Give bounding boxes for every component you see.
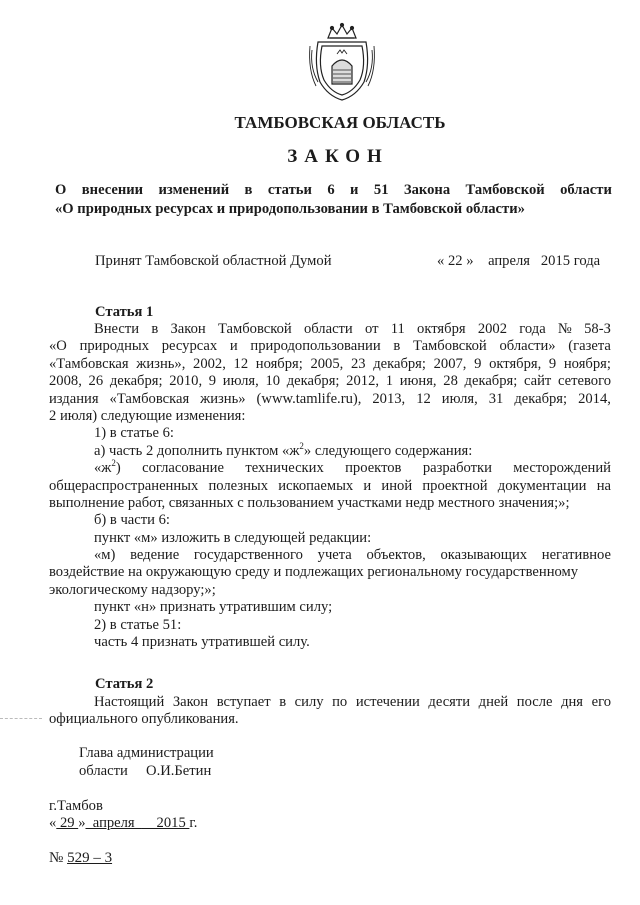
word: О (55, 182, 67, 198)
word: июня, (399, 373, 437, 390)
item-2-text: часть 4 признать утратившей силу. (94, 634, 310, 651)
adoption-statement: Принят Тамбовской областной Думой (95, 253, 332, 269)
word: 58-З (584, 321, 611, 337)
quote-open: « (49, 815, 57, 831)
article-1-intro-end: 2 июля) следующие изменения: (49, 407, 246, 424)
word: оказывающих (440, 547, 528, 564)
word: истечении (355, 694, 420, 710)
word: разработки (422, 460, 492, 477)
word: ноября; (255, 355, 303, 372)
word: октября, (489, 355, 542, 372)
word: документации (497, 477, 587, 494)
law-subject-line-2: «О природных ресурсах и природопользовании в Тамбовской области» (55, 201, 525, 217)
word: года (519, 321, 546, 337)
article-1-intro-line (49, 356, 611, 373)
word: 11 (390, 321, 405, 337)
word: от (365, 321, 379, 337)
word: (www.tamlife.ru), (256, 390, 362, 407)
word: учета (317, 547, 352, 564)
article-1-title: Статья 1 (95, 304, 154, 320)
word: в (244, 182, 253, 198)
word: технических (245, 460, 324, 477)
article-2-title: Статья 2 (95, 676, 154, 692)
word: по (332, 694, 348, 710)
article-2-line-1 (49, 693, 611, 710)
word: 9 (474, 355, 482, 372)
article-1-intro-line (49, 391, 611, 408)
word: 28 (443, 373, 458, 390)
word: 26 (88, 373, 104, 390)
article-2-line-2: официального опубликования. (49, 711, 239, 728)
word: жизнь» (200, 390, 246, 407)
word: согласование (142, 460, 224, 477)
word: октября (417, 321, 466, 337)
item-1a-text-end: » следующего содержания: (303, 442, 473, 459)
word: сетевого (558, 373, 611, 390)
word: ноября; (563, 355, 611, 372)
word: «Тамбовская (49, 355, 129, 372)
registration-number-value: 529 – 3 (67, 850, 113, 866)
article-1-intro-line (49, 321, 611, 338)
signing-date (49, 815, 197, 832)
word: на (596, 477, 611, 494)
word: его (591, 694, 611, 710)
word: 6 (327, 182, 335, 198)
m-line-3: экологическому надзору;»; (49, 581, 216, 598)
m-line-1 (49, 547, 611, 564)
word: внесении (81, 182, 144, 198)
item-1b-n: пункт «н» признать утратившим силу; (94, 599, 333, 616)
word: негативное (541, 547, 611, 564)
zh2-label-a: «ж (94, 460, 112, 477)
signing-city: г.Тамбов (49, 798, 103, 814)
word: декабря; (109, 373, 163, 390)
word: 9 (548, 355, 557, 372)
quote-close: » (78, 815, 86, 831)
word: и (350, 182, 359, 198)
word: Закон (170, 321, 206, 337)
word: Закона (403, 182, 451, 198)
word: 2013, (372, 390, 406, 407)
word: объектов, (366, 547, 426, 564)
scan-artifact-line (0, 718, 42, 719)
word: общераспространенных (49, 477, 199, 494)
word: 2007, (433, 355, 467, 372)
word: 2008, (49, 373, 82, 390)
date-month: апреля (85, 815, 142, 831)
zh2-line-1 (49, 460, 611, 477)
region-name: ТАМБОВСКАЯ ОБЛАСТЬ (234, 113, 446, 132)
document-type-title: ЗАКОН (287, 146, 389, 167)
word: декабря; (373, 355, 426, 372)
word: дней (478, 694, 509, 710)
article-1-body (49, 321, 611, 651)
word: июля, (222, 373, 259, 390)
word: ископаемых (278, 477, 354, 494)
word: № (557, 321, 572, 337)
word: 23 (350, 355, 366, 372)
word: декабря; (286, 373, 340, 390)
law-subject-line-1 (55, 181, 612, 200)
word: Закон (172, 694, 209, 710)
word: полезных (208, 477, 268, 494)
word: области (560, 182, 612, 198)
word: 2010, (169, 373, 203, 390)
date-day: 29 (56, 815, 79, 831)
word: издания (49, 390, 99, 407)
word: Тамбовской (413, 338, 487, 355)
date-year: 2015 (141, 815, 190, 831)
article-1-intro-line (49, 373, 611, 390)
word: «О (49, 338, 67, 355)
superscript: 2 (111, 458, 116, 469)
word: 10 (265, 373, 281, 390)
word: Тамбовской (217, 321, 292, 337)
zh2-line-2 (49, 478, 611, 495)
zh2-label (94, 460, 121, 477)
word: в (279, 694, 287, 710)
word: проектов (345, 460, 402, 477)
word: 12 (416, 390, 431, 407)
word: жизнь», (136, 355, 186, 372)
word: 2012, (346, 373, 380, 390)
word: месторождений (513, 460, 611, 477)
item-1b-m: пункт «м» изложить в следующей редакции: (94, 529, 372, 546)
word: природопользовании (250, 338, 381, 355)
word: (газета (568, 338, 611, 355)
number-sign: № (49, 850, 68, 866)
zh2-label-b: ) (115, 460, 121, 477)
signatory-position: Глава администрации (79, 745, 214, 761)
registration-number (49, 850, 112, 867)
item-2: 2) в статье 51: (94, 616, 182, 633)
word: 2005, (310, 355, 344, 372)
word: и (229, 338, 238, 355)
word: декабря; (464, 373, 518, 390)
word: Настоящий (94, 694, 165, 710)
item-1: 1) в статье 6: (94, 425, 174, 442)
word: природных (79, 338, 149, 355)
coat-of-arms-emblem (306, 20, 378, 104)
word: 2002, (193, 355, 226, 372)
word: после (516, 694, 553, 710)
word: вступает (216, 694, 271, 710)
date-suffix: г. (189, 815, 198, 831)
word: июля, (441, 390, 478, 407)
word: декабря; (514, 390, 568, 407)
word: силу (294, 694, 324, 710)
word: дня (561, 694, 584, 710)
zh2-line-3: выполнение работ, связанных с пользованием участками недр местного значения;»; (49, 494, 570, 511)
word: Тамбовской (465, 182, 545, 198)
word: 51 (373, 182, 389, 198)
superscript: 2 (299, 440, 304, 451)
law-subject-title (55, 181, 612, 219)
word: в (393, 338, 401, 355)
word: Внести (94, 321, 140, 337)
signatory-name: области О.И.Бетин (79, 763, 212, 779)
word: сайт (523, 373, 552, 390)
word: проектной (422, 477, 488, 494)
word: ресурсах (161, 338, 218, 355)
word: 2002 (477, 321, 508, 337)
item-1b: б) в части 6: (94, 512, 170, 529)
word: 1 (385, 373, 393, 390)
word: статьи (267, 182, 312, 198)
word: «Тамбовская (109, 390, 190, 407)
word: и (363, 477, 372, 494)
word: 31 (488, 390, 504, 407)
article-2-body (49, 693, 611, 728)
word: 9 (208, 373, 217, 390)
word: «м) (94, 547, 116, 564)
word: 2014, (578, 390, 611, 407)
word: изменений (158, 182, 230, 198)
word: государственного (193, 547, 303, 564)
word: в (151, 321, 159, 337)
m-line-2: воздействие на окружающую среду и подлежащих региональному государственному (49, 564, 579, 581)
word: 12 (233, 355, 249, 372)
article-1-intro-line (49, 338, 611, 355)
word: иной (381, 477, 413, 494)
word: десяти (428, 694, 471, 710)
item-1a-text: а) часть 2 дополнить пунктом «ж (94, 442, 300, 459)
word: ведение (130, 547, 180, 564)
item-1a (49, 440, 611, 460)
word: области (303, 321, 353, 337)
word: области» (499, 338, 556, 355)
adoption-date: « 22 » апреля 2015 года (437, 253, 601, 269)
